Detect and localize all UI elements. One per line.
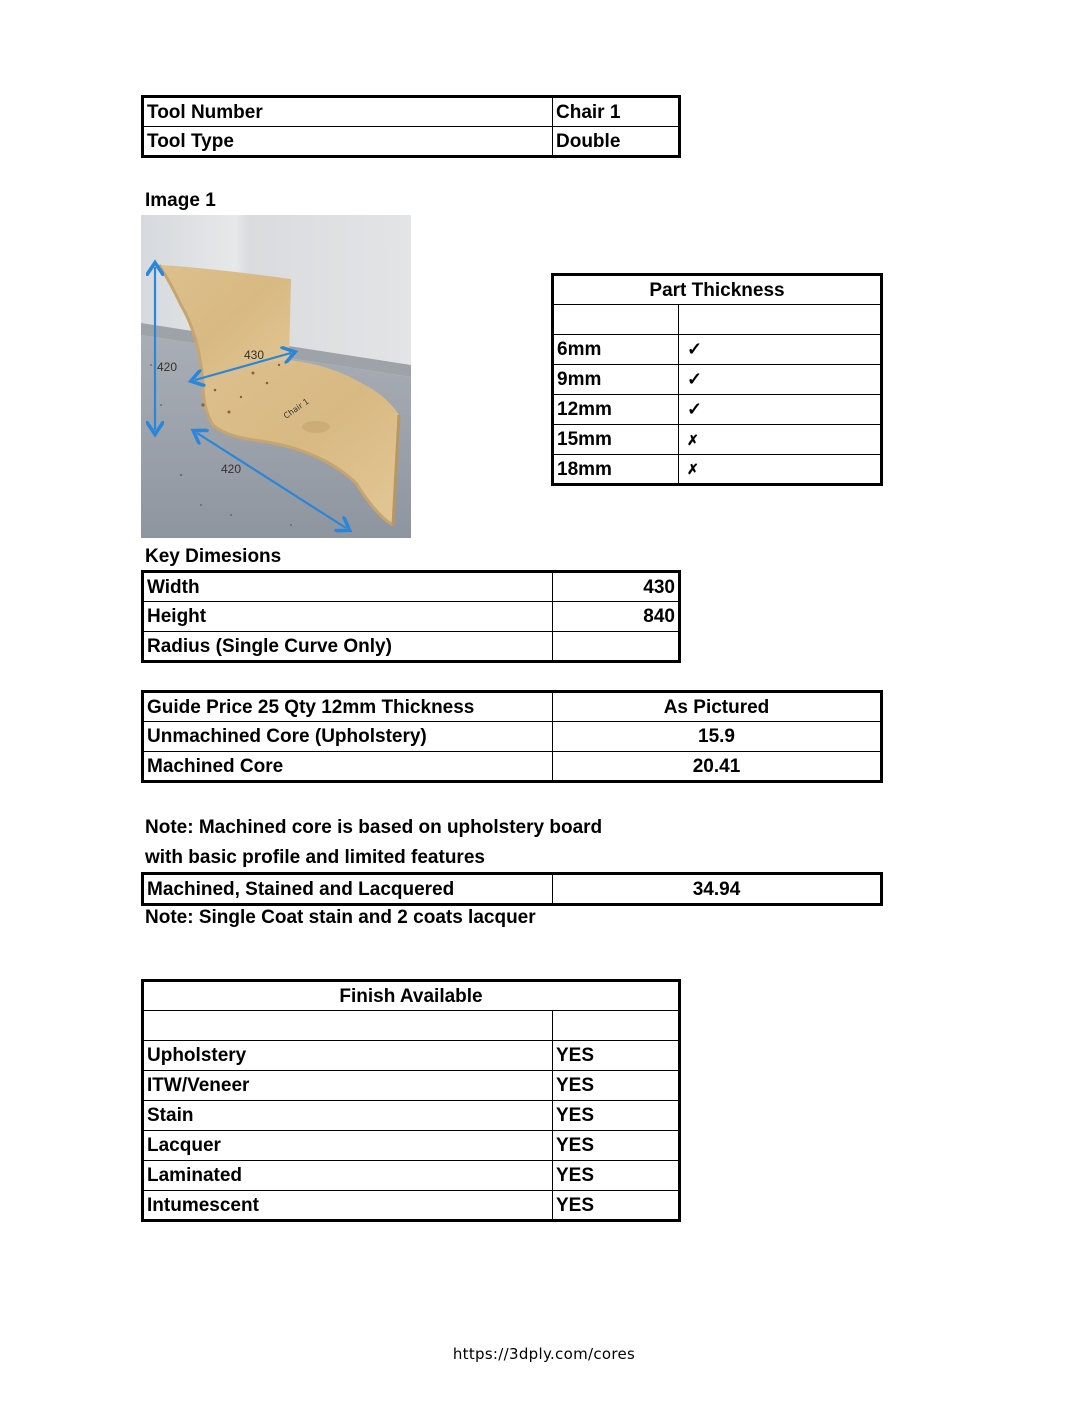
- empty-cell: [553, 305, 679, 335]
- table-row: [143, 127, 680, 157]
- table-row: [553, 365, 882, 395]
- price-label: Machined Core: [143, 752, 553, 782]
- tool-info-table: [141, 95, 681, 158]
- finish-available-title: Finish Available: [143, 981, 680, 1011]
- cross-icon: ✗: [687, 431, 699, 448]
- price-value: 20.41: [553, 752, 882, 782]
- table-row: [143, 632, 680, 662]
- table-row: [553, 395, 882, 425]
- thickness-size: 9mm: [553, 365, 679, 395]
- table-row: [553, 335, 882, 365]
- finish-label: Stain: [143, 1101, 553, 1131]
- check-icon: ✓: [687, 339, 703, 359]
- width-dimension-label: 430: [244, 348, 265, 362]
- check-icon: ✓: [687, 369, 703, 389]
- finish-value: YES: [553, 1131, 680, 1161]
- thickness-available: [679, 365, 882, 395]
- table-row: [143, 722, 882, 752]
- table-row: [553, 425, 882, 455]
- tool-type-value: Double: [553, 127, 680, 157]
- empty-cell: [553, 1011, 680, 1041]
- dimension-label: Width: [143, 572, 553, 602]
- price-value: 15.9: [553, 722, 882, 752]
- finish-value: YES: [553, 1041, 680, 1071]
- finish-label: Laminated: [143, 1161, 553, 1191]
- table-header-row: [553, 275, 882, 305]
- thickness-size: 6mm: [553, 335, 679, 365]
- depth-dimension-label: 420: [221, 462, 242, 476]
- tool-number-label: Tool Number: [143, 97, 553, 127]
- table-row: [143, 1011, 680, 1041]
- dimension-value: 840: [553, 602, 680, 632]
- table-row: [143, 1041, 680, 1071]
- stained-price-table: [141, 872, 883, 906]
- thickness-available: [679, 455, 882, 485]
- machined-note-line2: with basic profile and limited features: [145, 847, 485, 868]
- table-row: [143, 874, 882, 905]
- dimension-label: Height: [143, 602, 553, 632]
- table-row: [553, 305, 882, 335]
- dimension-value: 430: [553, 572, 680, 602]
- key-dimensions-title: Key Dimesions: [145, 546, 282, 567]
- finish-value: YES: [553, 1101, 680, 1131]
- table-header-row: [143, 692, 882, 722]
- thickness-available: [679, 395, 882, 425]
- finish-label: ITW/Veneer: [143, 1071, 553, 1101]
- dimension-label: Radius (Single Curve Only): [143, 632, 553, 662]
- table-row: [143, 1071, 680, 1101]
- finish-label: Intumescent: [143, 1191, 553, 1221]
- tool-type-label: Tool Type: [143, 127, 553, 157]
- finish-available-table: [141, 979, 681, 1222]
- tool-number-value: Chair 1: [553, 97, 680, 127]
- table-row: [143, 1101, 680, 1131]
- thickness-size: 15mm: [553, 425, 679, 455]
- table-row: [143, 1131, 680, 1161]
- thickness-available: [679, 335, 882, 365]
- empty-cell: [679, 305, 882, 335]
- guide-price-header-value: As Pictured: [553, 692, 882, 722]
- table-row: [143, 1191, 680, 1221]
- svg-text:Chair 1: Chair 1: [281, 396, 311, 421]
- table-row: [143, 1161, 680, 1191]
- finish-value: YES: [553, 1191, 680, 1221]
- cross-icon: ✗: [687, 461, 699, 477]
- footer-url[interactable]: https://3dply.com/cores: [452, 1345, 636, 1363]
- table-row: [143, 572, 680, 602]
- thickness-size: 12mm: [553, 395, 679, 425]
- key-dimensions-table: [141, 570, 681, 663]
- finish-label: Lacquer: [143, 1131, 553, 1161]
- part-thickness-title: Part Thickness: [553, 275, 882, 305]
- table-row: [143, 97, 680, 127]
- guide-price-table: [141, 690, 883, 783]
- chair-photo-illustration: [141, 215, 411, 538]
- table-header-row: [143, 981, 680, 1011]
- finish-value: YES: [553, 1071, 680, 1101]
- thickness-available: [679, 425, 882, 455]
- guide-price-header-label: Guide Price 25 Qty 12mm Thickness: [143, 692, 553, 722]
- table-row: [143, 602, 680, 632]
- dimension-value: [553, 632, 680, 662]
- table-row: [553, 455, 882, 485]
- image-title: Image 1: [145, 190, 216, 211]
- price-label: Unmachined Core (Upholstery): [143, 722, 553, 752]
- height-dimension-label: 420: [157, 360, 178, 374]
- stained-label: Machined, Stained and Lacquered: [143, 874, 553, 905]
- part-thickness-table: [551, 273, 883, 486]
- table-row: [143, 752, 882, 782]
- finish-value: YES: [553, 1161, 680, 1191]
- finish-label: Upholstery: [143, 1041, 553, 1071]
- machined-note-line1: Note: Machined core is based on upholstery board: [145, 817, 603, 838]
- stained-value: 34.94: [553, 874, 882, 905]
- chair-shell-photo: [141, 215, 411, 538]
- check-icon: ✓: [687, 399, 703, 419]
- empty-cell: [143, 1011, 553, 1041]
- stain-note: Note: Single Coat stain and 2 coats lacquer: [145, 907, 536, 928]
- thickness-size: 18mm: [553, 455, 679, 485]
